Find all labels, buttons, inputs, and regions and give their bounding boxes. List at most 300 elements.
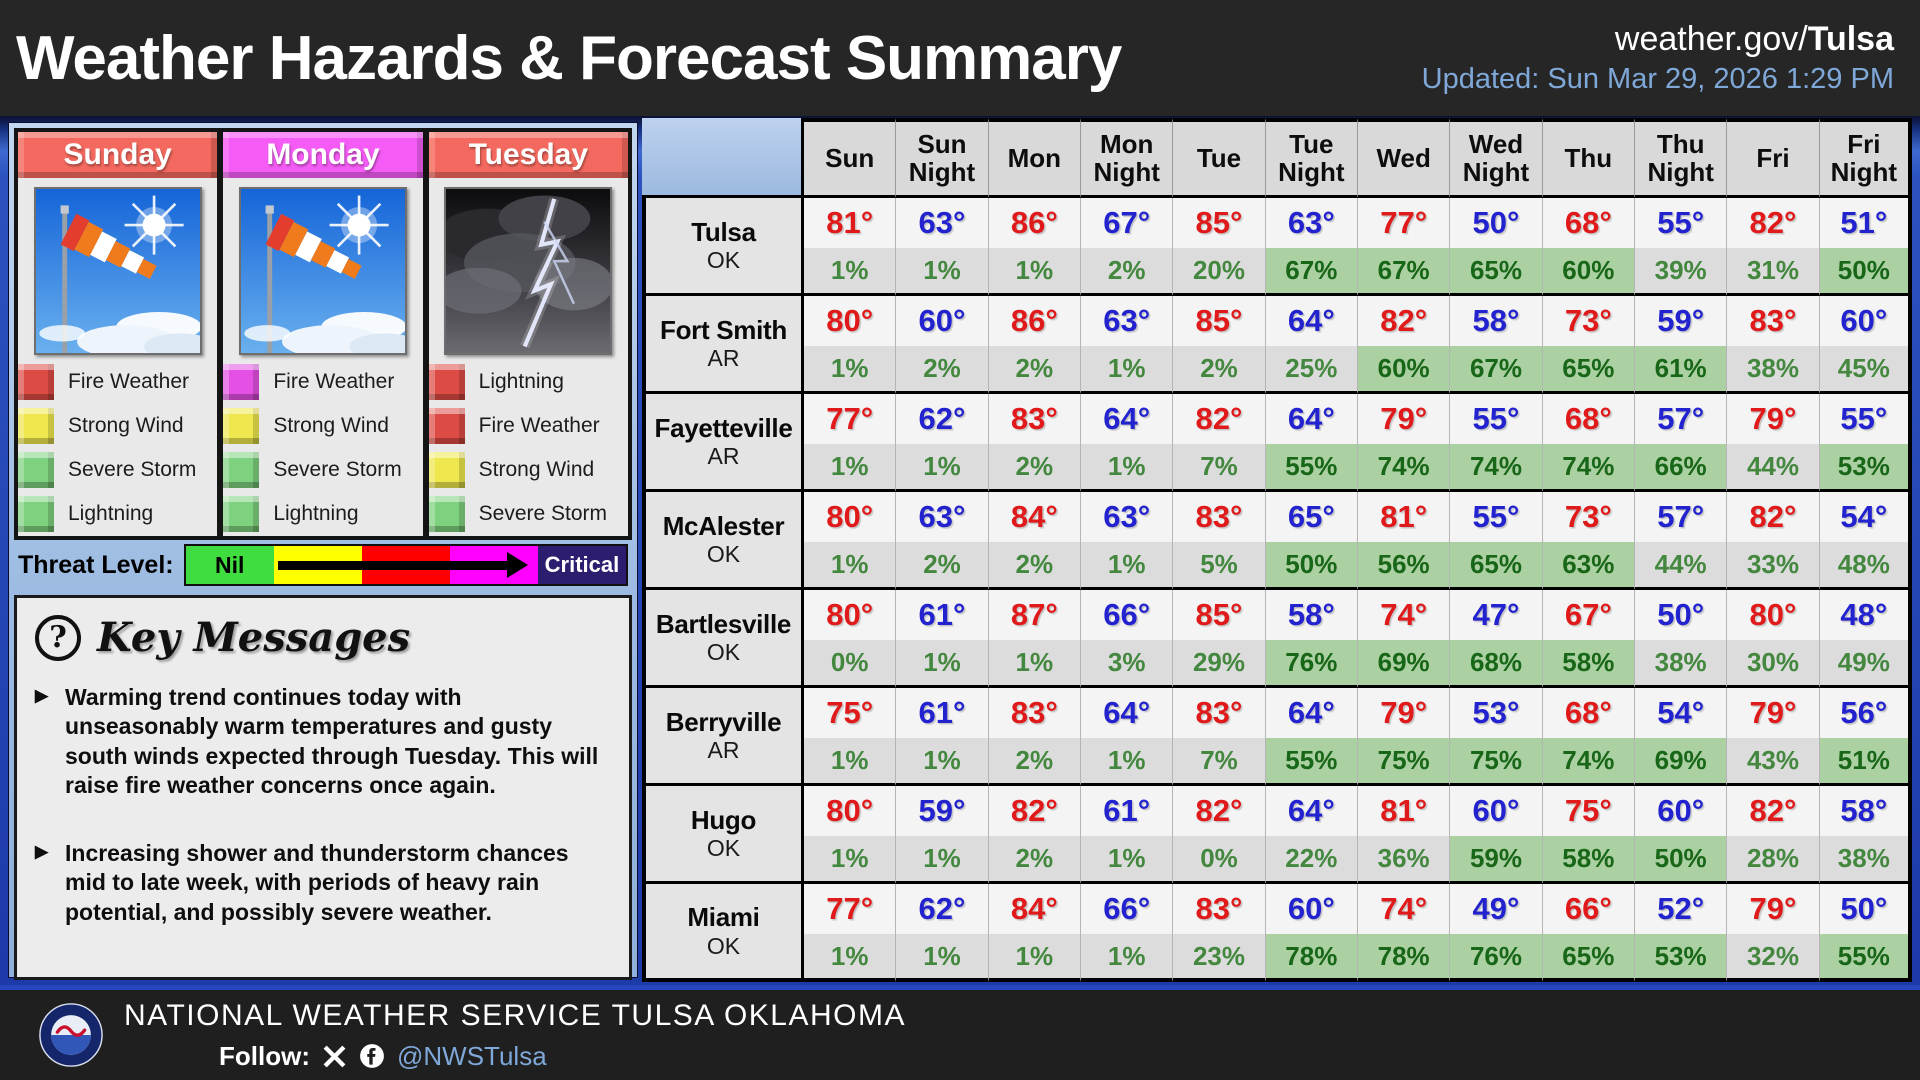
pop-cell: 38% — [1635, 640, 1727, 688]
city-state: OK — [706, 541, 741, 568]
pop-cell: 1% — [989, 934, 1081, 982]
temp-cell: 77° — [804, 394, 896, 444]
city-name: Hugo — [690, 804, 757, 835]
temp-cell: 58° — [1820, 786, 1912, 836]
temp-cell: 60° — [1266, 884, 1358, 934]
column-header: Wed — [1358, 118, 1450, 198]
hazard-outlook-panel — [8, 122, 638, 978]
social-handle: @NWSTulsa — [396, 1040, 547, 1071]
pop-cell: 65% — [1450, 542, 1542, 590]
temp-cell: 60° — [1635, 786, 1727, 836]
pop-cell: 60% — [1543, 248, 1635, 296]
temp-cell: 67° — [1081, 198, 1173, 248]
temp-cell: 63° — [896, 198, 988, 248]
temp-cell: 83° — [1173, 688, 1265, 738]
key-messages-list — [33, 683, 613, 927]
pop-cell: 56% — [1358, 542, 1450, 590]
temp-cell: 82° — [1173, 786, 1265, 836]
hazard-level-chip — [223, 496, 259, 532]
key-message — [33, 839, 613, 927]
temp-cell: 74° — [1358, 590, 1450, 640]
pop-cell: 20% — [1173, 248, 1265, 296]
hazard-legend — [18, 360, 217, 536]
temp-cell: 50° — [1820, 884, 1912, 934]
pop-cell: 50% — [1266, 542, 1358, 590]
site-url-office: Tulsa — [1807, 19, 1894, 58]
hazard-level-chip — [18, 452, 54, 488]
temp-cell: 60° — [1450, 786, 1542, 836]
pop-cell: 1% — [1081, 836, 1173, 884]
temp-cell: 82° — [1173, 394, 1265, 444]
hazard-label: Lightning — [68, 502, 154, 525]
temp-cell: 51° — [1820, 198, 1912, 248]
temp-cell: 81° — [1358, 492, 1450, 542]
temp-cell: 73° — [1543, 492, 1635, 542]
temp-cell: 63° — [1081, 296, 1173, 346]
temp-cell: 80° — [804, 492, 896, 542]
city-cell — [642, 688, 804, 786]
temp-cell: 67° — [1543, 590, 1635, 640]
threat-segment: Critical — [538, 546, 626, 584]
pop-cell: 51% — [1820, 738, 1912, 786]
pop-cell: 2% — [989, 346, 1081, 394]
pop-cell: 50% — [1820, 248, 1912, 296]
pop-cell: 65% — [1543, 346, 1635, 394]
temp-cell: 65° — [1266, 492, 1358, 542]
hazard-row — [18, 448, 217, 492]
temp-cell: 64° — [1081, 688, 1173, 738]
city-name: Fort Smith — [660, 314, 787, 345]
temp-cell: 83° — [989, 394, 1081, 444]
pop-cell: 1% — [896, 934, 988, 982]
pop-cell: 75% — [1358, 738, 1450, 786]
footer-text — [124, 999, 906, 1072]
temp-cell: 85° — [1173, 296, 1265, 346]
temp-cell: 55° — [1820, 394, 1912, 444]
pop-cell: 74% — [1543, 444, 1635, 492]
pop-cell: 78% — [1266, 934, 1358, 982]
pop-cell: 1% — [804, 542, 896, 590]
pop-cell: 2% — [896, 542, 988, 590]
temp-cell: 77° — [1358, 198, 1450, 248]
hazard-label: Severe Storm — [478, 502, 608, 525]
pop-cell: 43% — [1727, 738, 1819, 786]
pop-cell: 59% — [1450, 836, 1542, 884]
temp-cell: 68° — [1543, 688, 1635, 738]
city-name: Miami — [687, 902, 760, 933]
pop-cell: 74% — [1358, 444, 1450, 492]
hazard-row — [223, 404, 422, 448]
column-header: Mon — [989, 118, 1081, 198]
city-name: Berryville — [665, 706, 782, 737]
temp-cell: 77° — [804, 884, 896, 934]
temp-cell: 61° — [1081, 786, 1173, 836]
page-title: Weather Hazards & Forecast Summary — [16, 23, 1122, 93]
hazard-level-chip — [223, 408, 259, 444]
pop-cell: 44% — [1635, 542, 1727, 590]
temp-cell: 61° — [896, 688, 988, 738]
city-state: AR — [707, 737, 740, 764]
temp-cell: 86° — [989, 296, 1081, 346]
pop-cell: 50% — [1635, 836, 1727, 884]
column-header: Sun Night — [896, 118, 988, 198]
city-state: OK — [706, 639, 741, 666]
hazard-level-chip — [18, 408, 54, 444]
updated-timestamp: Updated: Sun Mar 29, 2026 1:29 PM — [1421, 62, 1894, 95]
temp-cell: 50° — [1450, 198, 1542, 248]
pop-cell: 0% — [804, 640, 896, 688]
pop-cell: 5% — [1173, 542, 1265, 590]
pop-cell: 61% — [1635, 346, 1727, 394]
temp-cell: 58° — [1266, 590, 1358, 640]
pop-cell: 55% — [1266, 738, 1358, 786]
temp-cell: 80° — [804, 786, 896, 836]
pop-cell: 66% — [1635, 444, 1727, 492]
temp-cell: 60° — [896, 296, 988, 346]
column-header: Tue Night — [1266, 118, 1358, 198]
hazard-row — [18, 492, 217, 536]
pop-cell: 1% — [896, 444, 988, 492]
pop-cell: 32% — [1727, 934, 1819, 982]
temp-cell: 83° — [989, 688, 1081, 738]
temp-cell: 49° — [1450, 884, 1542, 934]
pop-cell: 29% — [1173, 640, 1265, 688]
temp-cell: 63° — [1081, 492, 1173, 542]
pop-cell: 74% — [1543, 738, 1635, 786]
hazard-level-chip — [429, 452, 465, 488]
column-header: Wed Night — [1450, 118, 1542, 198]
pop-cell: 1% — [804, 738, 896, 786]
temp-cell: 64° — [1081, 394, 1173, 444]
pop-cell: 3% — [1081, 640, 1173, 688]
temp-cell: 56° — [1820, 688, 1912, 738]
threat-scale-bar — [184, 544, 628, 586]
bullet-triangle-icon: ▶ — [35, 686, 49, 705]
pop-cell: 69% — [1635, 738, 1727, 786]
pop-cell: 7% — [1173, 444, 1265, 492]
temp-cell: 80° — [804, 296, 896, 346]
temp-cell: 64° — [1266, 394, 1358, 444]
pop-cell: 75% — [1450, 738, 1542, 786]
pop-cell: 53% — [1820, 444, 1912, 492]
pop-cell: 28% — [1727, 836, 1819, 884]
temp-cell: 62° — [896, 884, 988, 934]
day-banner-label: Sunday — [18, 132, 217, 178]
main-area — [0, 116, 1920, 985]
temp-cell: 79° — [1358, 688, 1450, 738]
temp-cell: 86° — [989, 198, 1081, 248]
pop-cell: 1% — [1081, 542, 1173, 590]
hazard-row — [429, 360, 628, 404]
temp-cell: 54° — [1635, 688, 1727, 738]
pop-cell: 1% — [1081, 738, 1173, 786]
windsock-sun-image — [34, 187, 202, 355]
temp-cell: 79° — [1727, 394, 1819, 444]
pop-cell: 23% — [1173, 934, 1265, 982]
hazard-level-chip — [429, 496, 465, 532]
agency-name: NATIONAL WEATHER SERVICE TULSA OKLAHOMA — [124, 998, 907, 1032]
pop-cell: 68% — [1450, 640, 1542, 688]
hazard-label: Severe Storm — [68, 458, 197, 481]
pop-cell: 1% — [804, 934, 896, 982]
column-header: Thu Night — [1635, 118, 1727, 198]
hazard-row — [223, 360, 422, 404]
city-state: AR — [707, 443, 740, 470]
temp-cell: 63° — [896, 492, 988, 542]
key-message-text: Increasing shower and thunderstorm chances mid to late week, with periods of heavy rain potential, and possibly severe weather. — [65, 839, 569, 925]
pop-cell: 2% — [989, 738, 1081, 786]
pop-cell: 2% — [989, 836, 1081, 884]
city-cell — [642, 590, 804, 688]
threat-segment: Nil — [186, 546, 274, 584]
pop-cell: 55% — [1266, 444, 1358, 492]
hazard-row — [18, 404, 217, 448]
temp-cell: 68° — [1543, 394, 1635, 444]
temp-cell: 75° — [804, 688, 896, 738]
column-header: Tue — [1173, 118, 1265, 198]
column-header: Fri — [1727, 118, 1819, 198]
temp-cell: 82° — [1727, 198, 1819, 248]
pop-cell: 63% — [1543, 542, 1635, 590]
temp-cell: 59° — [896, 786, 988, 836]
hazard-label: Lightning — [273, 502, 359, 525]
site-url-prefix: weather.gov/ — [1614, 19, 1808, 58]
footer-bar — [0, 985, 1920, 1080]
nws-seal-logo — [38, 1002, 104, 1068]
x-icon — [322, 1044, 347, 1069]
pop-cell: 39% — [1635, 248, 1727, 296]
key-messages-title: Key Messages — [97, 614, 411, 661]
temp-cell: 50° — [1635, 590, 1727, 640]
column-header: Sun — [804, 118, 896, 198]
temp-cell: 85° — [1173, 590, 1265, 640]
day-banner-label: Tuesday — [429, 132, 628, 178]
temp-cell: 81° — [1358, 786, 1450, 836]
hazard-label: Strong Wind — [68, 414, 184, 437]
temp-cell: 57° — [1635, 492, 1727, 542]
city-cell — [642, 198, 804, 296]
day-card-tuesday — [427, 130, 630, 538]
pop-cell: 0% — [1173, 836, 1265, 884]
hazard-row — [223, 492, 422, 536]
pop-cell: 1% — [804, 836, 896, 884]
day-card-monday — [221, 130, 424, 538]
temp-cell: 58° — [1450, 296, 1542, 346]
temp-cell: 55° — [1450, 492, 1542, 542]
pop-cell: 74% — [1450, 444, 1542, 492]
temp-cell: 74° — [1358, 884, 1450, 934]
column-header: Fri Night — [1820, 118, 1912, 198]
pop-cell: 60% — [1358, 346, 1450, 394]
pop-cell: 58% — [1543, 640, 1635, 688]
temp-cell: 62° — [896, 394, 988, 444]
hazard-row — [223, 448, 422, 492]
pop-cell: 1% — [989, 640, 1081, 688]
temp-cell: 79° — [1727, 884, 1819, 934]
pop-cell: 67% — [1358, 248, 1450, 296]
temp-cell: 84° — [989, 492, 1081, 542]
pop-cell: 1% — [804, 444, 896, 492]
header-bar — [0, 0, 1920, 116]
pop-cell: 69% — [1358, 640, 1450, 688]
pop-cell: 53% — [1635, 934, 1727, 982]
windsock-sun-image — [239, 187, 407, 355]
threat-scale — [14, 540, 632, 590]
key-messages-panel — [14, 595, 632, 980]
temp-cell: 80° — [1727, 590, 1819, 640]
temp-cell: 82° — [1727, 786, 1819, 836]
pop-cell: 48% — [1820, 542, 1912, 590]
temp-cell: 66° — [1543, 884, 1635, 934]
key-messages-header — [35, 614, 613, 661]
temp-cell: 66° — [1081, 590, 1173, 640]
temp-cell: 75° — [1543, 786, 1635, 836]
temp-cell: 55° — [1635, 198, 1727, 248]
follow-line — [219, 1041, 906, 1072]
temp-cell: 64° — [1266, 296, 1358, 346]
temp-cell: 63° — [1266, 198, 1358, 248]
temp-cell: 84° — [989, 884, 1081, 934]
temp-cell: 79° — [1358, 394, 1450, 444]
pop-cell: 1% — [804, 346, 896, 394]
pop-cell: 1% — [804, 248, 896, 296]
temp-cell: 83° — [1173, 492, 1265, 542]
temp-cell: 64° — [1266, 688, 1358, 738]
day-cards — [14, 128, 632, 540]
hazard-row — [429, 448, 628, 492]
hazard-row — [429, 404, 628, 448]
temp-cell: 81° — [804, 198, 896, 248]
temp-cell: 53° — [1450, 688, 1542, 738]
pop-cell: 67% — [1266, 248, 1358, 296]
city-name: Fayetteville — [654, 412, 793, 443]
pop-cell: 1% — [896, 738, 988, 786]
temp-cell: 79° — [1727, 688, 1819, 738]
city-cell — [642, 492, 804, 590]
pop-cell: 38% — [1727, 346, 1819, 394]
facebook-icon — [359, 1043, 385, 1069]
hazard-level-chip — [18, 364, 54, 400]
pop-cell: 2% — [896, 346, 988, 394]
pop-cell: 33% — [1727, 542, 1819, 590]
pop-cell: 2% — [1081, 248, 1173, 296]
temp-cell: 64° — [1266, 786, 1358, 836]
pop-cell: 49% — [1820, 640, 1912, 688]
temp-cell: 73° — [1543, 296, 1635, 346]
temp-cell: 68° — [1543, 198, 1635, 248]
pop-cell: 36% — [1358, 836, 1450, 884]
bullet-triangle-icon: ▶ — [35, 841, 49, 861]
hazard-legend — [223, 360, 422, 536]
site-url — [1422, 20, 1894, 59]
day-banner-label: Monday — [223, 132, 422, 178]
city-state: OK — [706, 932, 741, 959]
day-card-sunday — [16, 130, 219, 538]
temp-cell: 87° — [989, 590, 1081, 640]
hazard-label: Severe Storm — [273, 458, 402, 481]
pop-cell: 78% — [1358, 934, 1450, 982]
pop-cell: 1% — [1081, 444, 1173, 492]
temp-cell: 57° — [1635, 394, 1727, 444]
pop-cell: 2% — [989, 444, 1081, 492]
pop-cell: 7% — [1173, 738, 1265, 786]
column-header: Mon Night — [1081, 118, 1173, 198]
forecast-table — [642, 118, 1912, 982]
hazard-level-chip — [429, 408, 465, 444]
city-name: Bartlesville — [655, 608, 792, 639]
hazard-level-chip — [18, 496, 54, 532]
pop-cell: 1% — [989, 248, 1081, 296]
pop-cell: 1% — [896, 640, 988, 688]
threat-level-label: Threat Level: — [18, 550, 174, 579]
temp-cell: 82° — [989, 786, 1081, 836]
city-state: OK — [706, 247, 741, 274]
city-name: Tulsa — [691, 216, 756, 247]
city-cell — [642, 394, 804, 492]
pop-cell: 58% — [1543, 836, 1635, 884]
temp-cell: 55° — [1450, 394, 1542, 444]
key-message-text: Warming trend continues today with unseasonably warm temperatures and gusty south winds expected through Tuesday. This will raise fire weather concerns once again. — [65, 684, 599, 799]
city-cell — [642, 884, 804, 982]
thunderstorm-lightning-image — [444, 187, 612, 355]
temp-cell: 60° — [1820, 296, 1912, 346]
temp-cell: 82° — [1727, 492, 1819, 542]
pop-cell: 45% — [1820, 346, 1912, 394]
pop-cell: 22% — [1266, 836, 1358, 884]
pop-cell: 55% — [1820, 934, 1912, 982]
hazard-label: Strong Wind — [273, 414, 389, 437]
temp-cell: 52° — [1635, 884, 1727, 934]
pop-cell: 25% — [1266, 346, 1358, 394]
temp-cell: 54° — [1820, 492, 1912, 542]
city-state: OK — [706, 835, 741, 862]
hazard-row — [429, 492, 628, 536]
header-right — [1422, 20, 1920, 96]
pop-cell: 44% — [1727, 444, 1819, 492]
pop-cell: 2% — [1173, 346, 1265, 394]
pop-cell: 38% — [1820, 836, 1912, 884]
pop-cell: 1% — [896, 836, 988, 884]
temp-cell: 82° — [1358, 296, 1450, 346]
hazard-level-chip — [223, 364, 259, 400]
temp-cell: 80° — [804, 590, 896, 640]
pop-cell: 30% — [1727, 640, 1819, 688]
city-cell — [642, 296, 804, 394]
temp-cell: 83° — [1727, 296, 1819, 346]
temp-cell: 85° — [1173, 198, 1265, 248]
city-name: McAlester — [662, 510, 785, 541]
city-cell — [642, 786, 804, 884]
temp-cell: 66° — [1081, 884, 1173, 934]
pop-cell: 1% — [896, 248, 988, 296]
pop-cell: 67% — [1450, 346, 1542, 394]
pop-cell: 65% — [1543, 934, 1635, 982]
threat-arrow-icon — [278, 561, 507, 570]
hazard-legend — [429, 360, 628, 536]
hazard-level-chip — [223, 452, 259, 488]
pop-cell: 1% — [1081, 934, 1173, 982]
temp-cell: 48° — [1820, 590, 1912, 640]
hazard-row — [18, 360, 217, 404]
hazard-label: Fire Weather — [68, 370, 189, 393]
pop-cell: 65% — [1450, 248, 1542, 296]
pop-cell: 76% — [1450, 934, 1542, 982]
hazard-label: Fire Weather — [273, 370, 395, 393]
hazard-label: Lightning — [478, 370, 564, 393]
pop-cell: 1% — [1081, 346, 1173, 394]
hazard-label: Fire Weather — [478, 414, 600, 437]
hazard-label: Strong Wind — [478, 458, 595, 481]
